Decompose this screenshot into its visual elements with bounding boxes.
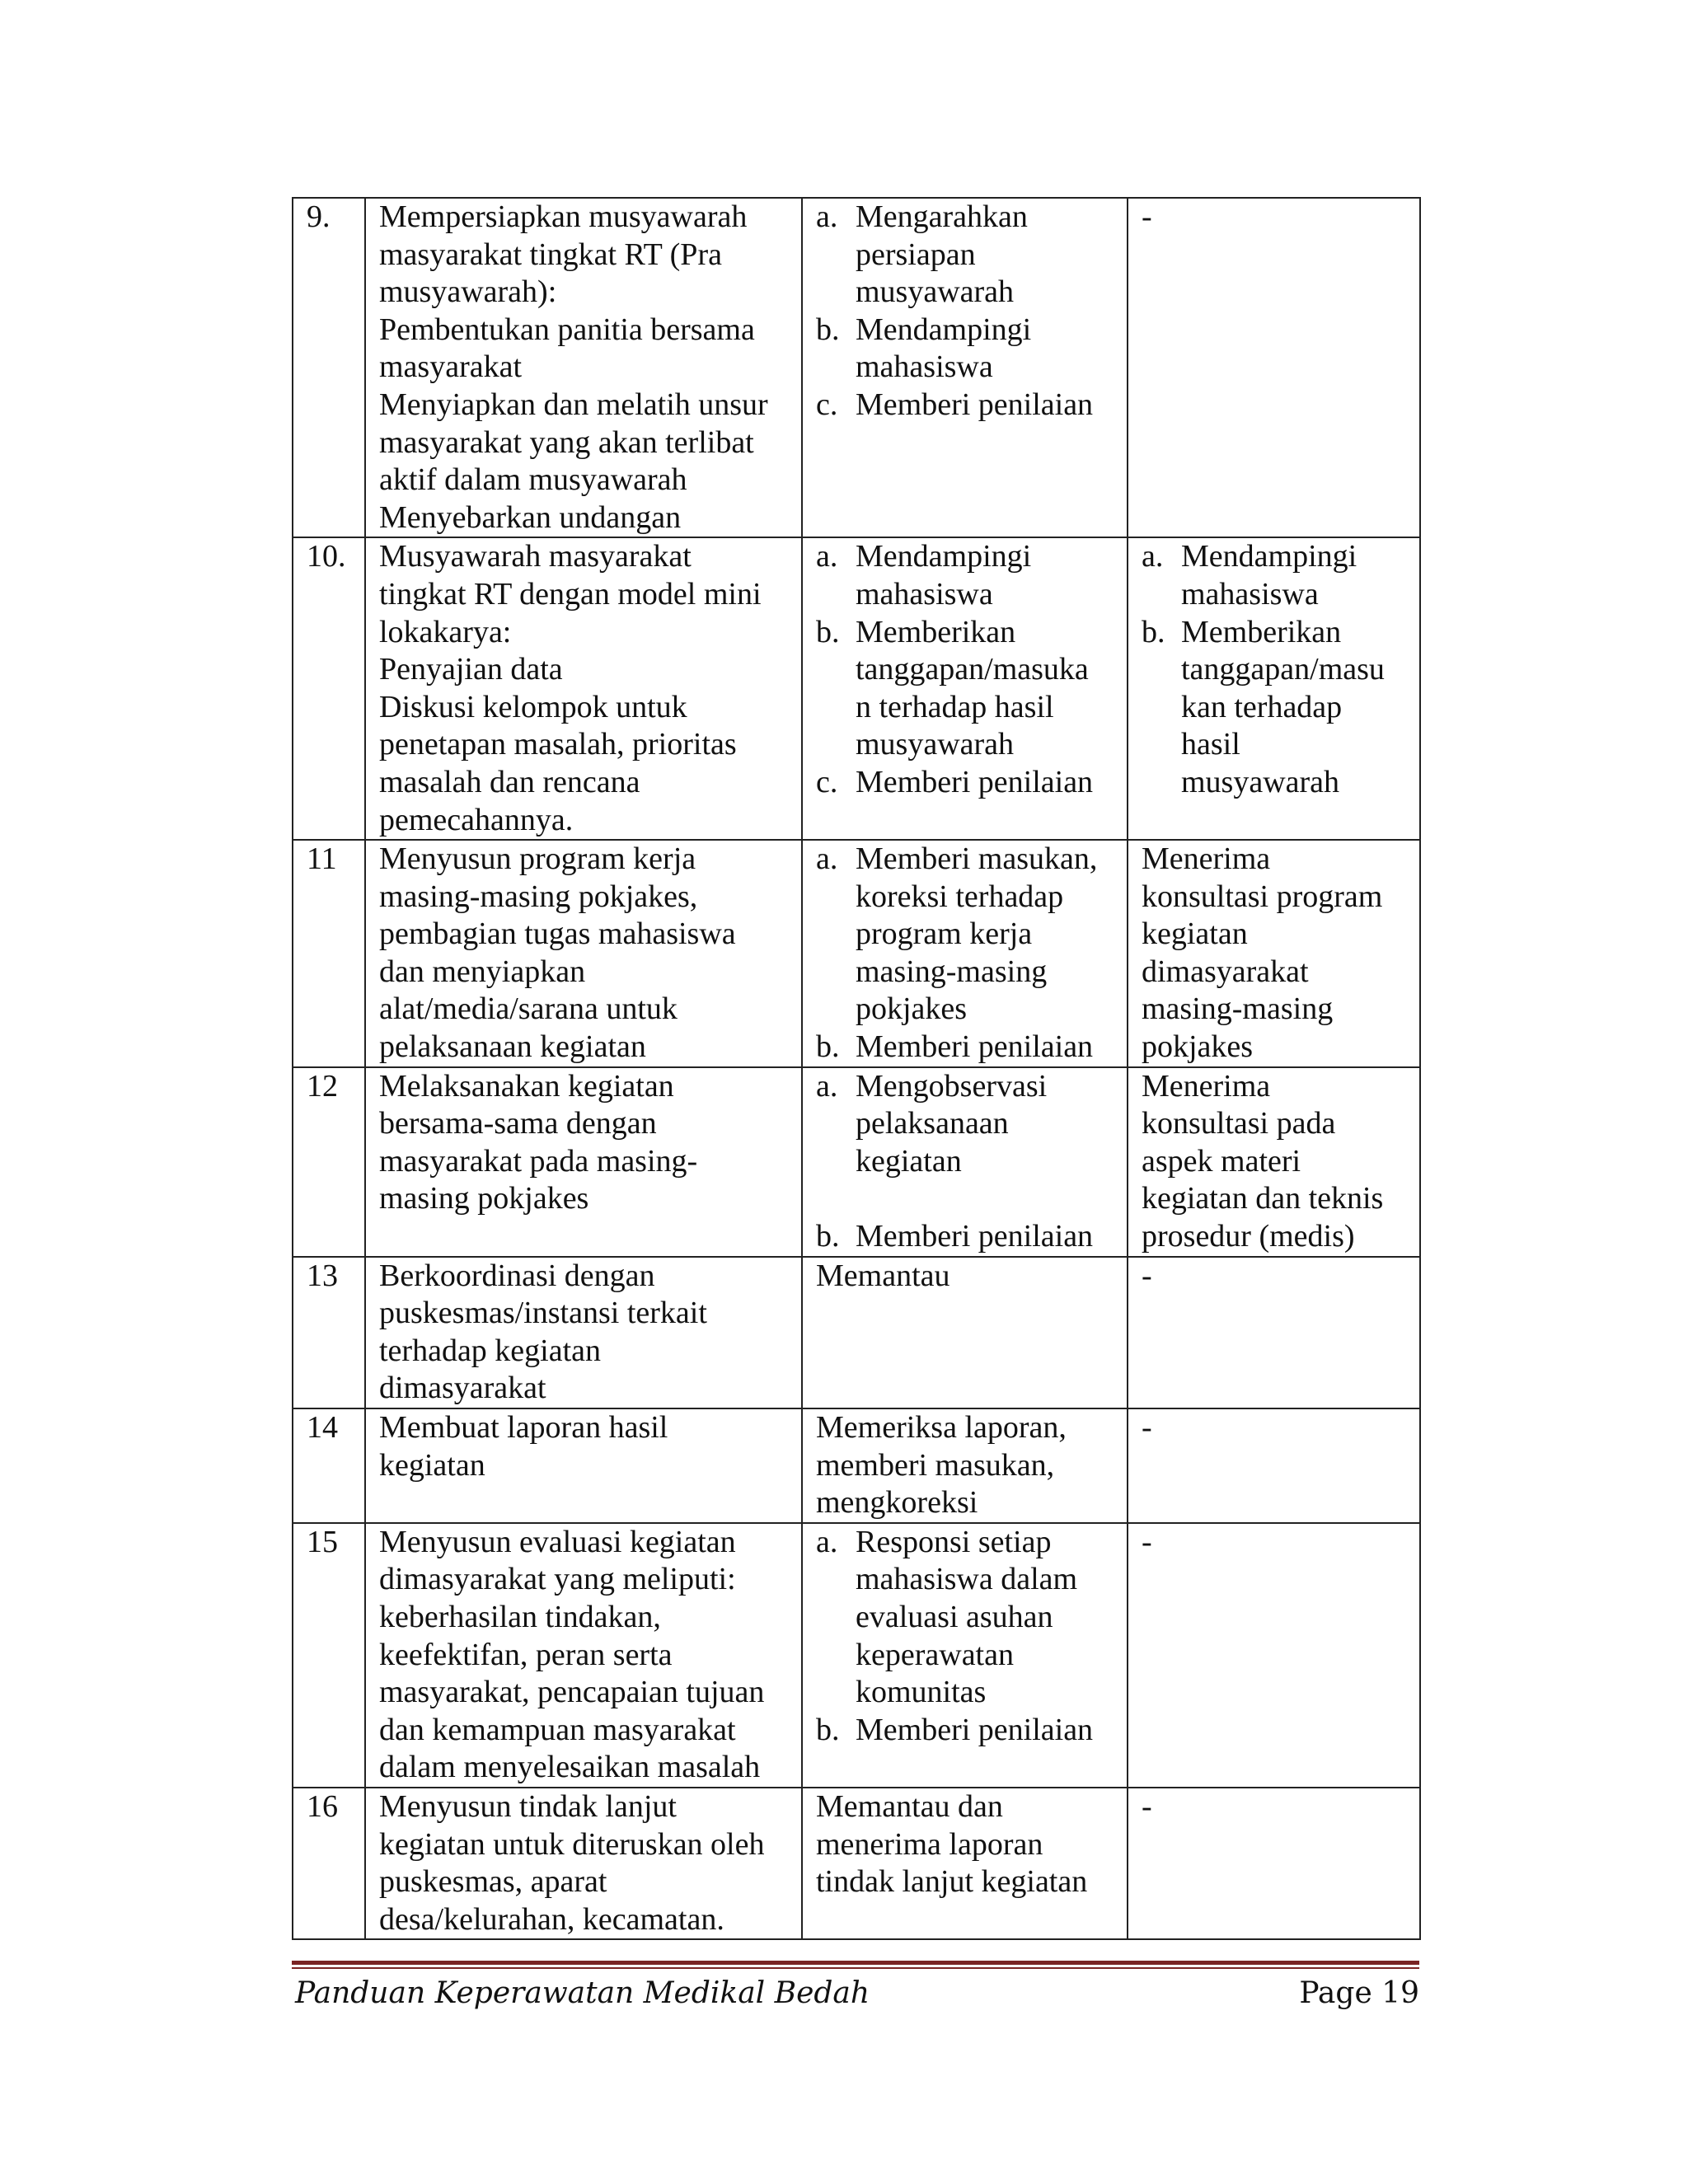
text-line: masyarakat tingkat RT (Pra: [379, 237, 722, 272]
text-line: keperawatan: [856, 1637, 1014, 1672]
text-line: Mendampingi: [856, 539, 1032, 574]
text-line: dimasyarakat yang meliputi:: [379, 1562, 736, 1597]
text-line: koreksi terhadap: [856, 879, 1064, 914]
text-line: pelaksanaan: [856, 1106, 1009, 1141]
text-line: prosedur (medis): [1142, 1219, 1355, 1254]
pembimbing-cell: [802, 198, 1128, 537]
kegiatan-cell: [365, 1408, 802, 1523]
text-line: dan menyiapkan: [379, 954, 586, 989]
text-line: Menerima: [1142, 841, 1271, 877]
list-marker: c.: [816, 387, 838, 422]
text-line: pokjakes: [1142, 1029, 1254, 1065]
list-item: [816, 1029, 1114, 1066]
kegiatan-cell: [365, 198, 802, 537]
text-line: kegiatan dan teknis: [1142, 1181, 1384, 1216]
text-line: masyarakat yang akan terlibat: [379, 424, 754, 460]
text-line: pelaksanaan kegiatan: [379, 1029, 646, 1065]
list-marker: b.: [816, 1219, 840, 1254]
row-number: 11: [293, 840, 365, 1067]
text-line: Mengobservasi: [856, 1068, 1048, 1104]
text-line: musyawarah: [1181, 764, 1340, 799]
text-line: Menyusun tindak lanjut: [379, 1788, 677, 1824]
kegiatan-cell: [365, 1523, 802, 1788]
list-item-text: [856, 1524, 1114, 1712]
text-line: -: [1142, 199, 1152, 234]
list-item: [816, 387, 1114, 424]
list-marker: a.: [816, 199, 838, 234]
lettered-list: [816, 1068, 1114, 1256]
list-item-text: [856, 1068, 1114, 1181]
text-line: hasil: [1181, 727, 1240, 762]
lettered-list: [816, 1524, 1114, 1750]
text-line: Memberi penilaian: [856, 1219, 1094, 1254]
text-line: puskesmas, aparat: [379, 1864, 607, 1900]
text-line: Memantau dan: [816, 1788, 1003, 1824]
text-line: Memberi penilaian: [856, 387, 1094, 422]
row-number: 15: [293, 1523, 365, 1788]
text-line: konsultasi pada: [1142, 1106, 1336, 1141]
list-marker: b.: [816, 614, 840, 649]
list-item: [816, 1524, 1114, 1712]
text-line: Responsi setiap: [856, 1524, 1052, 1559]
text-line: aspek materi: [1142, 1143, 1301, 1179]
text-line: kegiatan: [856, 1143, 962, 1179]
text-line: Memberi penilaian: [856, 764, 1094, 799]
text-line: kegiatan: [379, 1447, 485, 1483]
text-line: mahasiswa: [856, 576, 993, 612]
text-line: Menyusun evaluasi kegiatan: [379, 1524, 736, 1559]
text-line: masing-masing: [856, 954, 1048, 989]
text-line: dan kemampuan masyarakat: [379, 1712, 736, 1747]
pembimbing-cell: [802, 537, 1128, 840]
text-line: kan terhadap: [1181, 689, 1343, 724]
text-line: pokjakes: [856, 991, 968, 1027]
kegiatan-cell: [365, 1067, 802, 1257]
list-item-text: [1181, 538, 1406, 613]
text-line: musyawarah):: [379, 274, 557, 310]
list-item: [1142, 538, 1406, 613]
text-line: tingkat RT dengan model mini: [379, 576, 762, 612]
text-line: pembagian tugas mahasiswa: [379, 916, 736, 952]
text-line: dalam menyelesaikan masalah: [379, 1750, 761, 1785]
pembimbing-cell: [802, 1523, 1128, 1788]
text-line: Penyajian data: [379, 652, 563, 687]
lahan-cell: [1128, 537, 1420, 840]
activity-table: [292, 197, 1421, 1940]
text-line: masalah dan rencana: [379, 764, 640, 799]
text-line: masing-masing: [1142, 991, 1334, 1027]
text-line: Memeriksa laporan,: [816, 1410, 1067, 1445]
text-line: masing pokjakes: [379, 1181, 589, 1216]
table-row: [293, 198, 1420, 537]
lettered-list: [816, 841, 1114, 1066]
text-line: tanggapan/masuka: [856, 652, 1089, 687]
text-line: musyawarah: [856, 274, 1015, 310]
text-line: lokakarya:: [379, 614, 512, 649]
text-line: Mendampingi: [1181, 539, 1357, 574]
text-line: mengkoreksi: [816, 1485, 978, 1521]
row-number: 16: [293, 1788, 365, 1939]
text-line: konsultasi program: [1142, 879, 1383, 914]
list-item-text: [856, 764, 1114, 802]
pembimbing-cell: [802, 1408, 1128, 1523]
text-line: persiapan: [856, 237, 976, 272]
text-line: mahasiswa dalam: [856, 1562, 1078, 1597]
text-line: Menyiapkan dan melatih unsur: [379, 387, 768, 422]
table-row: [293, 840, 1420, 1067]
list-marker: a.: [816, 1068, 838, 1104]
list-item-text: [856, 1029, 1114, 1066]
list-item-text: [856, 841, 1114, 1029]
table-row: [293, 1408, 1420, 1523]
list-item-text: [856, 538, 1114, 613]
text-line: keberhasilan tindakan,: [379, 1599, 661, 1634]
list-item: [816, 841, 1114, 1029]
footer-title: Panduan Keperawatan Medikal Bedah: [295, 1976, 870, 2010]
lahan-cell: [1128, 1067, 1420, 1257]
text-line: musyawarah: [856, 727, 1015, 762]
row-number: 14: [293, 1408, 365, 1523]
pembimbing-cell: [802, 1257, 1128, 1408]
lahan-cell: [1128, 1788, 1420, 1939]
text-line: memberi masukan,: [816, 1447, 1055, 1483]
text-line: tanggapan/masu: [1181, 652, 1385, 687]
lettered-list: [1142, 538, 1406, 801]
text-line: evaluasi asuhan: [856, 1599, 1053, 1634]
text-line: n terhadap hasil: [856, 689, 1054, 724]
footer-rule-thick: [292, 1961, 1419, 1965]
list-marker: a.: [816, 539, 838, 574]
text-line: tindak lanjut kegiatan: [816, 1864, 1088, 1900]
pembimbing-cell: [802, 1067, 1128, 1257]
text-line: Berkoordinasi dengan: [379, 1258, 655, 1293]
text-line: Pembentukan panitia bersama: [379, 312, 755, 347]
list-marker: c.: [816, 764, 838, 799]
text-line: -: [1142, 1524, 1152, 1559]
row-number: 12: [293, 1067, 365, 1257]
text-line: Memberikan: [1181, 614, 1342, 649]
page-number: Page 19: [1299, 1976, 1419, 2010]
table-row: [293, 1788, 1420, 1939]
list-item-text: [856, 1712, 1114, 1750]
list-item: [816, 538, 1114, 613]
table-row: [293, 1067, 1420, 1257]
list-marker: b.: [816, 1029, 840, 1065]
list-item: [816, 1712, 1114, 1750]
text-line: Memberi penilaian: [856, 1029, 1094, 1065]
text-line: komunitas: [856, 1675, 987, 1710]
list-item-text: [856, 1218, 1114, 1256]
pembimbing-cell: [802, 1788, 1128, 1939]
list-item-text: [856, 387, 1114, 424]
text-line: Memberi penilaian: [856, 1712, 1094, 1747]
text-line: program kerja: [856, 916, 1033, 952]
text-line: kegiatan: [1142, 916, 1248, 952]
footer-rule-thin: [292, 1967, 1419, 1969]
list-item: [816, 1068, 1114, 1181]
text-line: Diskusi kelompok untuk: [379, 689, 687, 724]
lettered-list: [816, 538, 1114, 801]
list-item-text: [856, 199, 1114, 312]
text-line: aktif dalam musyawarah: [379, 462, 687, 498]
lahan-cell: [1128, 1408, 1420, 1523]
text-line: alat/media/sarana untuk: [379, 991, 678, 1027]
text-line: Melaksanakan kegiatan: [379, 1068, 674, 1104]
text-line: bersama-sama dengan: [379, 1106, 657, 1141]
text-line: masyarakat pada masing-: [379, 1143, 698, 1179]
text-line: puskesmas/instansi terkait: [379, 1296, 707, 1331]
list-item: [816, 614, 1114, 764]
list-marker: a.: [816, 841, 838, 877]
text-line: dimasyarakat: [379, 1371, 546, 1406]
text-line: -: [1142, 1788, 1152, 1824]
text-line: Menyusun program kerja: [379, 841, 696, 877]
list-item: [816, 199, 1114, 312]
list-spacer: [816, 1180, 1114, 1218]
row-number: 9.: [293, 198, 365, 537]
text-line: penetapan masalah, prioritas: [379, 727, 737, 762]
list-item-text: [1181, 614, 1406, 802]
kegiatan-cell: [365, 840, 802, 1067]
text-line: mahasiswa: [856, 349, 993, 385]
list-item-text: [856, 312, 1114, 387]
activity-table-body: [293, 198, 1420, 1939]
lahan-cell: [1128, 198, 1420, 537]
table-row: [293, 1257, 1420, 1408]
kegiatan-cell: [365, 537, 802, 840]
list-item-text: [856, 614, 1114, 764]
text-line: Musyawarah masyarakat: [379, 539, 692, 574]
text-line: Memberi masukan,: [856, 841, 1098, 877]
lahan-cell: [1128, 1257, 1420, 1408]
text-line: dimasyarakat: [1142, 954, 1309, 989]
list-marker: a.: [1142, 539, 1164, 574]
text-line: -: [1142, 1410, 1152, 1445]
text-line: keefektifan, peran serta: [379, 1637, 673, 1672]
lettered-list: [816, 199, 1114, 424]
text-line: menerima laporan: [816, 1826, 1043, 1862]
table-row: [293, 1523, 1420, 1788]
lahan-cell: [1128, 1523, 1420, 1788]
list-item: [816, 1218, 1114, 1256]
text-line: Memantau: [816, 1258, 950, 1293]
text-line: mahasiswa: [1181, 576, 1319, 612]
text-line: pemecahannya.: [379, 802, 574, 837]
list-marker: a.: [816, 1524, 838, 1559]
text-line: terhadap kegiatan: [379, 1333, 602, 1368]
text-line: Membuat laporan hasil: [379, 1410, 668, 1445]
text-line: Mendampingi: [856, 312, 1032, 347]
text-line: masyarakat, pencapaian tujuan: [379, 1675, 765, 1710]
list-marker: b.: [816, 312, 840, 347]
lahan-cell: [1128, 840, 1420, 1067]
text-line: desa/kelurahan, kecamatan.: [379, 1901, 724, 1937]
text-line: Mengarahkan: [856, 199, 1028, 234]
list-marker: b.: [1142, 614, 1165, 649]
text-line: Menerima: [1142, 1068, 1271, 1104]
text-line: Mempersiapkan musyawarah: [379, 199, 748, 234]
kegiatan-cell: [365, 1257, 802, 1408]
list-marker: b.: [816, 1712, 840, 1747]
list-item: [816, 764, 1114, 802]
text-line: -: [1142, 1258, 1152, 1293]
kegiatan-cell: [365, 1788, 802, 1939]
text-line: kegiatan untuk diteruskan oleh: [379, 1826, 765, 1862]
text-line: masing-masing pokjakes,: [379, 879, 698, 914]
table-row: [293, 537, 1420, 840]
pembimbing-cell: [802, 840, 1128, 1067]
text-line: Menyebarkan undangan: [379, 499, 682, 535]
list-item: [816, 312, 1114, 387]
text-line: masyarakat: [379, 349, 523, 385]
row-number: 13: [293, 1257, 365, 1408]
row-number: 10.: [293, 537, 365, 840]
list-item: [1142, 614, 1406, 802]
text-line: Memberikan: [856, 614, 1016, 649]
